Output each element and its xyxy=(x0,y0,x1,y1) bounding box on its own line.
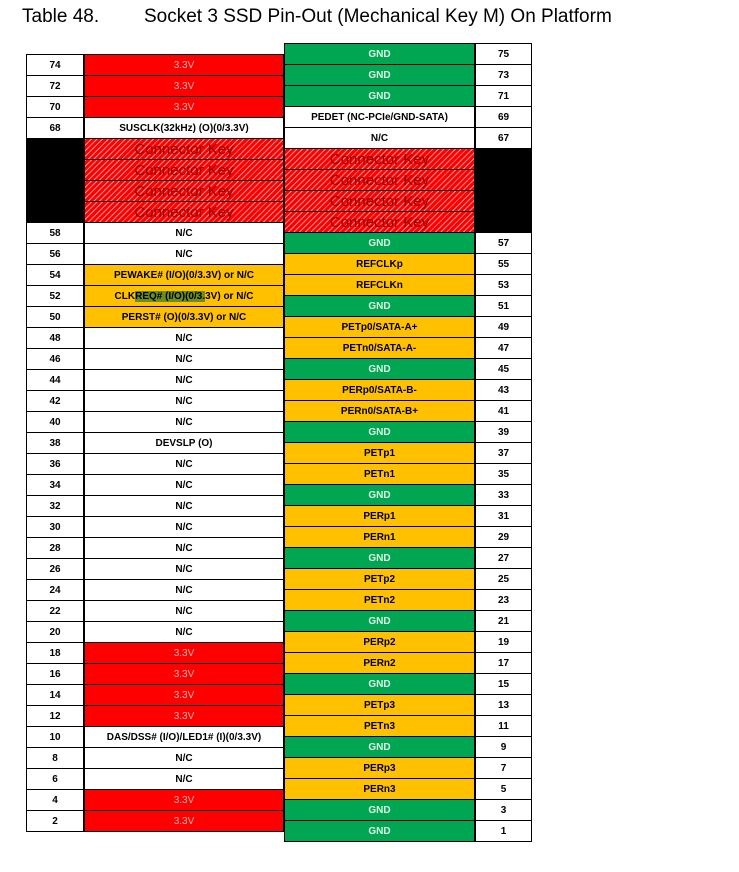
pin-number-left: 2 xyxy=(26,810,84,832)
connector-key-cell: Connector Key xyxy=(284,169,475,191)
pin-number-left: 4 xyxy=(26,789,84,811)
signal-cell-left: 3.3V xyxy=(84,75,284,97)
signal-cell-right: PERn0/SATA-B+ xyxy=(284,400,475,422)
pin-number-left: 40 xyxy=(26,411,84,433)
signal-cell-right: PERn1 xyxy=(284,526,475,548)
signal-cell-right: REFCLKp xyxy=(284,253,475,275)
signal-cell-right: PETn2 xyxy=(284,589,475,611)
signal-cell-left: N/C xyxy=(84,621,284,643)
pin-number-right: 29 xyxy=(475,526,532,548)
pin-number-left: 16 xyxy=(26,663,84,685)
signal-cell-right: PEDET (NC-PCIe/GND-SATA) xyxy=(284,106,475,128)
pin-number-right: 11 xyxy=(475,715,532,737)
signal-cell-left: 3.3V xyxy=(84,810,284,832)
signal-cell-right: GND xyxy=(284,484,475,506)
signal-cell-left: DEVSLP (O) xyxy=(84,432,284,454)
signal-cell-left: N/C xyxy=(84,390,284,412)
pin-number-left: 6 xyxy=(26,768,84,790)
signal-cell-right: GND xyxy=(284,673,475,695)
pin-number-left: 14 xyxy=(26,684,84,706)
pin-number-right: 47 xyxy=(475,337,532,359)
pin-number-right: 3 xyxy=(475,799,532,821)
pin-number-left: 12 xyxy=(26,705,84,727)
signal-cell-right: GND xyxy=(284,736,475,758)
signal-cell-left: 3.3V xyxy=(84,54,284,76)
signal-cell-right: GND xyxy=(284,64,475,86)
pin-number-left: 50 xyxy=(26,306,84,328)
signal-cell-right: GND xyxy=(284,43,475,65)
pin-number-left: 58 xyxy=(26,222,84,244)
signal-cell-right: N/C xyxy=(284,127,475,149)
pin-number-left: 26 xyxy=(26,558,84,580)
connector-key-cell: Connector Key xyxy=(84,201,284,223)
signal-cell-left: N/C xyxy=(84,222,284,244)
pin-number-right: 45 xyxy=(475,358,532,380)
pin-number-right: 37 xyxy=(475,442,532,464)
pin-number-left: 74 xyxy=(26,54,84,76)
pin-number-right: 23 xyxy=(475,589,532,611)
signal-cell-left: N/C xyxy=(84,516,284,538)
pin-number-right: 39 xyxy=(475,421,532,443)
signal-cell-left: 3.3V xyxy=(84,705,284,727)
clkreq-text-part: 3V) or N/C xyxy=(205,290,254,302)
signal-cell-left: N/C xyxy=(84,600,284,622)
pin-number-left: 28 xyxy=(26,537,84,559)
pin-number-right: 5 xyxy=(475,778,532,800)
signal-cell-left: DAS/DSS# (I/O)/LED1# (I)(0/3.3V) xyxy=(84,726,284,748)
pin-number-left: 54 xyxy=(26,264,84,286)
pin-number-left: 44 xyxy=(26,369,84,391)
pin-number-right: 67 xyxy=(475,127,532,149)
signal-cell-left: N/C xyxy=(84,369,284,391)
pin-number-right: 43 xyxy=(475,379,532,401)
pin-number-right: 73 xyxy=(475,64,532,86)
signal-cell-right: PERn3 xyxy=(284,778,475,800)
pin-number-left: 8 xyxy=(26,747,84,769)
connector-key-cell: Connector Key xyxy=(284,211,475,233)
table-title: Socket 3 SSD Pin-Out (Mechanical Key M) On Platform xyxy=(144,6,612,27)
pin-number-right: 7 xyxy=(475,757,532,779)
signal-cell-right: GND xyxy=(284,232,475,254)
pin-number-right: 49 xyxy=(475,316,532,338)
signal-cell-left: PERST# (O)(0/3.3V) or N/C xyxy=(84,306,284,328)
signal-cell-right: PETn1 xyxy=(284,463,475,485)
pin-number-left: 20 xyxy=(26,621,84,643)
pin-number-right: 25 xyxy=(475,568,532,590)
pin-number-left: 48 xyxy=(26,327,84,349)
clkreq-text-part: REQ# (I/O)(0/3. xyxy=(135,290,206,302)
signal-cell-right: PETp1 xyxy=(284,442,475,464)
pin-number-left: 10 xyxy=(26,726,84,748)
connector-key-cell: Connector Key xyxy=(284,148,475,170)
table-caption xyxy=(22,6,612,28)
pin-number-left: 18 xyxy=(26,642,84,664)
signal-cell-right: PETn0/SATA-A- xyxy=(284,337,475,359)
pin-number-right: 75 xyxy=(475,43,532,65)
signal-cell-right: GND xyxy=(284,610,475,632)
pin-number-right: 15 xyxy=(475,673,532,695)
signal-cell-left: N/C xyxy=(84,327,284,349)
pin-number-right: 71 xyxy=(475,85,532,107)
signal-cell-right: PETp2 xyxy=(284,568,475,590)
signal-cell-left: N/C xyxy=(84,579,284,601)
pin-number-left: 36 xyxy=(26,453,84,475)
pin-number-right: 17 xyxy=(475,652,532,674)
signal-cell-right: GND xyxy=(284,85,475,107)
signal-cell-right: REFCLKn xyxy=(284,274,475,296)
pin-number-right: 1 xyxy=(475,820,532,842)
signal-cell-right: GND xyxy=(284,358,475,380)
signal-cell-right: PERp1 xyxy=(284,505,475,527)
clkreq-text-part: CLK xyxy=(114,290,136,302)
pin-number-left: 72 xyxy=(26,75,84,97)
pin-number-right: 41 xyxy=(475,400,532,422)
signal-cell-left: 3.3V xyxy=(84,663,284,685)
pin-number-right: 27 xyxy=(475,547,532,569)
pin-number-right: 31 xyxy=(475,505,532,527)
signal-cell-right: GND xyxy=(284,421,475,443)
pin-number-right: 53 xyxy=(475,274,532,296)
pin-number-right: 35 xyxy=(475,463,532,485)
signal-cell-left: 3.3V xyxy=(84,96,284,118)
pin-number-right: 55 xyxy=(475,253,532,275)
pin-number-left: 32 xyxy=(26,495,84,517)
connector-key-spacer-left xyxy=(26,138,84,223)
pin-number-left: 56 xyxy=(26,243,84,265)
signal-cell-left: N/C xyxy=(84,495,284,517)
signal-cell-left: N/C xyxy=(84,747,284,769)
pin-number-left: 22 xyxy=(26,600,84,622)
signal-cell-right: PETp0/SATA-A+ xyxy=(284,316,475,338)
signal-cell-right: PETn3 xyxy=(284,715,475,737)
pin-number-left: 42 xyxy=(26,390,84,412)
signal-cell-left: N/C xyxy=(84,474,284,496)
signal-cell-right: PERp2 xyxy=(284,631,475,653)
signal-cell-left: N/C xyxy=(84,453,284,475)
pin-number-left: 24 xyxy=(26,579,84,601)
signal-cell-right: GND xyxy=(284,799,475,821)
signal-cell-right: GND xyxy=(284,547,475,569)
pin-number-left: 38 xyxy=(26,432,84,454)
pin-number-right: 19 xyxy=(475,631,532,653)
signal-cell-right: PETp3 xyxy=(284,694,475,716)
signal-cell-left xyxy=(84,285,284,307)
signal-cell-left: N/C xyxy=(84,243,284,265)
connector-key-cell: Connector Key xyxy=(284,190,475,212)
signal-cell-left: N/C xyxy=(84,348,284,370)
signal-cell-right: PERp3 xyxy=(284,757,475,779)
table-number: Table 48. xyxy=(22,6,100,27)
pin-number-left: 68 xyxy=(26,117,84,139)
signal-cell-right: PERn2 xyxy=(284,652,475,674)
signal-cell-left: 3.3V xyxy=(84,642,284,664)
connector-key-cell: Connector Key xyxy=(84,159,284,181)
pin-number-right: 33 xyxy=(475,484,532,506)
connector-key-spacer-right xyxy=(475,148,532,233)
pin-number-left: 30 xyxy=(26,516,84,538)
pin-number-right: 13 xyxy=(475,694,532,716)
signal-cell-left: 3.3V xyxy=(84,789,284,811)
pin-number-right: 57 xyxy=(475,232,532,254)
signal-cell-right: GND xyxy=(284,820,475,842)
signal-cell-left: SUSCLK(32kHz) (O)(0/3.3V) xyxy=(84,117,284,139)
pin-number-right: 51 xyxy=(475,295,532,317)
pin-number-left: 34 xyxy=(26,474,84,496)
signal-cell-right: GND xyxy=(284,295,475,317)
pin-number-left: 46 xyxy=(26,348,84,370)
signal-cell-left: PEWAKE# (I/O)(0/3.3V) or N/C xyxy=(84,264,284,286)
signal-cell-left: N/C xyxy=(84,768,284,790)
pin-number-right: 69 xyxy=(475,106,532,128)
pin-number-right: 9 xyxy=(475,736,532,758)
signal-cell-left: 3.3V xyxy=(84,684,284,706)
connector-key-cell: Connector Key xyxy=(84,180,284,202)
pin-number-left: 70 xyxy=(26,96,84,118)
connector-key-cell: Connector Key xyxy=(84,138,284,160)
signal-cell-left: N/C xyxy=(84,411,284,433)
signal-cell-left: N/C xyxy=(84,537,284,559)
pin-number-left: 52 xyxy=(26,285,84,307)
signal-cell-left: N/C xyxy=(84,558,284,580)
pin-number-right: 21 xyxy=(475,610,532,632)
signal-cell-right: PERp0/SATA-B- xyxy=(284,379,475,401)
